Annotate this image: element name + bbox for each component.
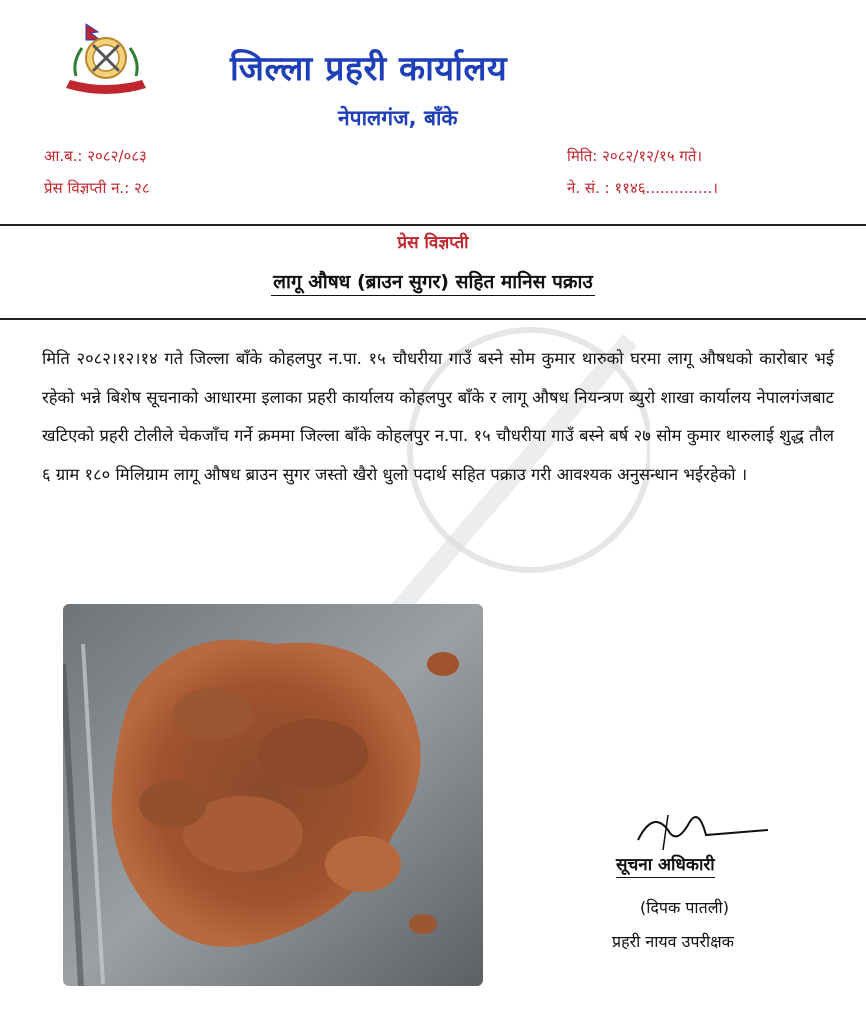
fiscal-year: आ.ब.: २०८२/०८३: [44, 147, 147, 165]
reference-number: ने. सं. : ११४६..............।: [567, 179, 718, 197]
signatory-name: (दिपक पातली): [640, 898, 729, 917]
police-emblem-logo: [58, 18, 154, 104]
release-date: मिति: २०८२/१२/१५ गते।: [567, 147, 703, 165]
divider-top: [0, 224, 866, 226]
office-title: जिल्ला प्रहरी कार्यालय: [230, 49, 508, 89]
press-release-number: प्रेस विज्ञप्ती न.: २८: [44, 179, 150, 197]
signatory-rank: प्रहरी नायव उपरीक्षक: [612, 932, 734, 951]
press-release-heading: प्रेस विज्ञप्ती: [397, 233, 469, 253]
press-release-body: मिति २०८२।१२।१४ गते जिल्ला बाँके कोहलपुर न.पा. १५ चौधरीया गाउँ बस्ने सोम कुमार थारुको घरमा लागू औषधको कारोबार भई रहेको भन्ने बिशेष सूचनाको आधारमा इलाका प्रहरी कार्यालय कोहलपुर बाँके र लागू औषध नियन्त्रण ब्युरो शाखा कार्यालय नेपालगंजबाट खटिएको प्रहरी टोलीले चेकजाँच गर्ने क्रममा जिल्ला बाँके कोहलपुर न.पा. १५ चौधरीया गाउँ बस्ने बर्ष २७ सोम कुमार थारुलाई शुद्ध तौल ६ ग्राम १८० मिलिग्राम लागू औषध ब्राउन सुगर जस्तो खैरो धुलो पदार्थ सहित पक्राउ गरी आवश्यक अनुसन्धान भईरहेको ।: [42, 349, 834, 484]
news-title-text: लागू औषध (ब्राउन सुगर) सहित मानिस पक्राउ: [271, 271, 595, 296]
signature: [628, 800, 778, 860]
signatory-title: सूचना अधिकारी: [616, 852, 715, 878]
evidence-photo: [63, 604, 483, 986]
news-title: [0, 268, 866, 294]
office-address: नेपालगंज, बाँके: [338, 106, 458, 130]
